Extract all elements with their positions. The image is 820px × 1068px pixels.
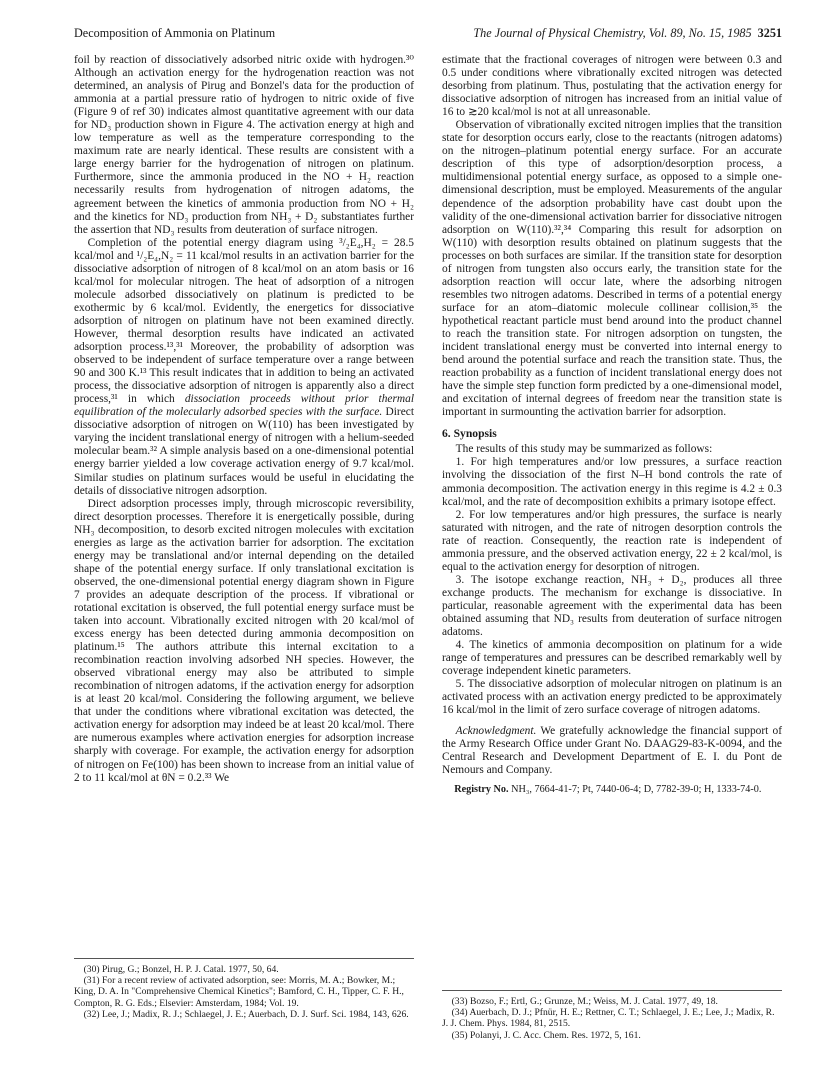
- reference: (33) Bozso, F.; Ertl, G.; Grunze, M.; Weiss, M. J. Catal. 1977, 49, 18.: [451, 996, 718, 1007]
- paragraph-text: Direct dissociative adsorption of nitrogen on W(110) has been investigated by varying the incident translational energy of nitrogen with a helium-seeded molecular beam.³² A simple analysis based on a one-dimensional potential energy barrier yielded a low coverage activation energy of 9.7 kcal/mol. Similar studies on platinum surfaces would be useful in elucidating the details of dissociative nitrogen adsorption.: [74, 406, 414, 497]
- paragraph-text: Completion of the potential energy diagram using ³/₂E₄,H₂ = 28.5 kcal/mol and ¹/₂E₄,N₂ = 11 kcal/mol results in an activation barrier for the dissociative adsorption of nitrogen of 8 kcal/mol on an atom basis or 16 kcal/mol for molecular nitrogen. The heat of adsorption of a nitrogen molecule adsorbed dissociatively on platinum is predicted to be exothermic by 6 kcal/mol. Evidently, the energetics for dissociative adsorption of nitrogen on platinum have not been examined directly. However, thermal desorption results have indicated an activated adsorption process.¹³,³¹ Moreover, the probability of adsorption was observed to be independent of surface temperature over a range between 90 and 300 K.¹³ This result indicates that in addition to being an activated process, the dissociative adsorption of nitrogen is apparently also a direct process,³¹ in which: [74, 236, 414, 406]
- registry-label: Registry No.: [454, 783, 509, 795]
- running-title: Decomposition of Ammonia on Platinum: [74, 26, 276, 40]
- synopsis-item: 5. The dissociative adsorption of molecular nitrogen on platinum is an activated process with an activation energy predicted to be approximately 16 kcal/mol in the limit of zero surface coverage of nitrogen adatoms.: [442, 678, 782, 717]
- registry-text: NH₃, 7664-41-7; Pt, 7440-06-4; D, 7782-39-0; H, 1333-74-0.: [511, 783, 762, 795]
- paragraph: Observation of vibrationally excited nitrogen implies that the transition state for desorption occurs early, close to the reactants (nitrogen adatoms) on the nitrogen–platinum potential energy surface. For an accurate description of this type of adsorption/desorption process, a multidimensional potential energy surface, as opposed to a simple one-dimensional description, must be employed. Measurements of the angular dependence of the adsorption probability have cast doubt upon the validity of the one-dimensional activation barrier for dissociative nitrogen adsorption on W(110).³²,³⁴ Comparing this result for adsorption on W(110) with desorption results obtained on platinum suggests that the processes on both surfaces are similar. If the transition state for desorption of nitrogen from tungsten also occurs early, the transition state for the adsorption reaction will occur late, where the adsorbing nitrogen resembles two nitrogen adatoms. Described in terms of a potential energy surface for an atom–diatomic molecule collinear collision,³⁵ the hypothetical reactant particle must bend around into the product channel to reach the transition state. For nitrogen adsorption on tungsten, the incident translational energy must be converted into internal energy to bend around the potential surface and reach the transition state. Thus, the reaction probability as a function of incident translational energy does not have the simple step function form predicted by a one-dimensional model, and excitation of internal degrees of freedom near the transition state is important in surmounting the activation barrier for adsorption.: [442, 119, 782, 419]
- paragraph: Direct adsorption processes imply, through microscopic reversibility, direct desorption processes. Therefore it is energetically possible, during NH₃ decomposition, to desorb excited nitrogen molecules with excitation energies as large as the activation barrier for adsorption. The excitation energy may be translational and/or internal depending on the detailed shape of the potential energy surface. If only translational excitation is observed, the one-dimensional potential energy diagram shown in Figure 7 provides an adequate description of the process. If vibrational or rotational excitation is observed, the full potential energy surface must be taken into account. Vibrationally excited nitrogen with 20 kcal/mol of excess energy has been detected during ammonia decomposition on platinum.¹⁵ The authors attribute this internal excitation to a recombination reaction involving adsorbed NH species. However, the observed vibrational energy may also be attributed to simple recombination of nitrogen adatoms, if the activation energy for adsorption is at least 20 kcal/mol. Considering the following argument, we believe that under the conditions where vibrational excitation was detected, the activation energy for adsorption may indeed be at least 20 kcal/mol. There are numerous examples where activation energies for adsorption increase sharply with coverage. For example, the activation energy for adsorption of nitrogen on Fe(100) has been shown to increase from an initial value of 2 to 11 kcal/mol at θN = 0.2.³³ We: [74, 497, 414, 784]
- references-right: [442, 990, 782, 1041]
- acknowledgment-label: Acknowledgment.: [455, 725, 537, 738]
- synopsis-item: 2. For low temperatures and/or high pressures, the surface is nearly saturated with nitrogen, and the rate of nitrogen desorption controls the rate of reaction. Consequently, the reaction rate is independent of ammonia pressure, and the observed activation energy, 22 ± 2 kcal/mol, is equal to the activation energy for desorption of nitrogen.: [442, 508, 782, 573]
- reference: (34) Auerbach, D. J.; Pfnür, H. E.; Rettner, C. T.; Schlaegel, J. E.; Lee, J.; Madix, R. J. J. Chem. Phys. 1984, 81, 2515.: [442, 1007, 775, 1030]
- page-number: 3251: [757, 26, 782, 40]
- synopsis-item: 4. The kinetics of ammonia decomposition on platinum for a wide range of temperatures and pressures can be described remarkably well by coverage independent kinetic parameters.: [442, 639, 782, 678]
- acknowledgment: [442, 725, 782, 777]
- paragraph: The results of this study may be summarized as follows:: [455, 443, 713, 456]
- paragraph: [74, 237, 414, 498]
- left-column: [74, 54, 414, 785]
- registry-numbers: [442, 784, 782, 796]
- synopsis-item: 3. The isotope exchange reaction, NH₃ + D₂, produces all three exchange products. The mechanism for exchange is dissociative. In particular, reasonable agreement with the experimental data has been obtained assuming that ND₃ results from deuteration of surface nitrogen adatoms.: [442, 573, 782, 639]
- paragraph: foil by reaction of dissociatively adsorbed nitric oxide with hydrogen.³⁰ Although an activation energy for the hydrogenation reaction was not determined, an analysis of Pirug and Bonzel's data for the production of ammonia at a partial pressure ratio of hydrogen to nitric oxide of five (Figure 9 of ref 30) indicates almost quantitative agreement with our data for ND₃ production shown in Figure 4. The activation energy at high and low temperature as well as the temperature corresponding to the maximum rate are nearly identical. These results are consistent with a large energy barrier for the hydrogenation of nitrogen on platinum. Furthermore, since the ammonia produced in the NO + H₂ reaction necessarily results from hydrogenation of nitrogen adatoms, the agreement between the kinetics of ammonia production from NO + H₂ and the kinetics for ND₃ production from NH₃ + D₂ substantiates further the assertion that ND₃ results from deuteration of surface nitrogen.: [74, 54, 414, 236]
- section-heading: 6. Synopsis: [442, 427, 497, 441]
- reference: (35) Polanyi, J. C. Acc. Chem. Res. 1972, 5, 161.: [451, 1029, 641, 1041]
- journal-name: The Journal of Physical Chemistry, Vol. 89, No. 15, 1985: [473, 26, 752, 40]
- italic-phrase: dissociation proceeds without prior thermal equilibration of the molecularly adsorbed species with the surface.: [74, 393, 414, 419]
- reference: (30) Pirug, G.; Bonzel, H. P. J. Catal. 1977, 50, 64.: [83, 964, 279, 975]
- acknowledgment-text: We gratefully acknowledge the financial support of the Army Research Office under Grant No. DAAG29-83-K-0094, and the Central Research and Development Department of E. I. du Pont de Nemours and Company.: [442, 725, 782, 777]
- page-header: [74, 26, 782, 44]
- reference: (32) Lee, J.; Madix, R. J.; Schlaegel, J. E.; Auerbach, D. J. Surf. Sci. 1984, 143, 626.: [83, 1008, 409, 1020]
- reference: (31) For a recent review of activated adsorption, see: Morris, M. A.; Bowker, M.; King, D. A. In "Comprehensive Chemical Kinetics"; Bamford, C. H., Tipper, C. F. H., Compton, R. G. Eds.; Elsevier: Amsterdam, 1984; Vol. 19.: [74, 975, 404, 1009]
- paragraph: estimate that the fractional coverages of nitrogen were between 0.3 and 0.5 under conditions where vibrationally excited nitrogen was detected desorbing from platinum. Thus, postulating that the activation energy for dissociative adsorption of nitrogen has increased from an initial value of 16 to ≳20 kcal/mol is not at all unreasonable.: [442, 54, 782, 119]
- synopsis-item: 1. For high temperatures and/or low pressures, a surface reaction involving the dissociation of the first N–H bond controls the rate of ammonia decomposition. The activation energy in this regime is 4.2 ± 0.3 kcal/mol, and the rate of decomposition exhibits a primary isotope effect.: [442, 456, 782, 508]
- right-column: [442, 54, 782, 796]
- references-left: [74, 958, 414, 1020]
- journal-citation: [473, 26, 782, 41]
